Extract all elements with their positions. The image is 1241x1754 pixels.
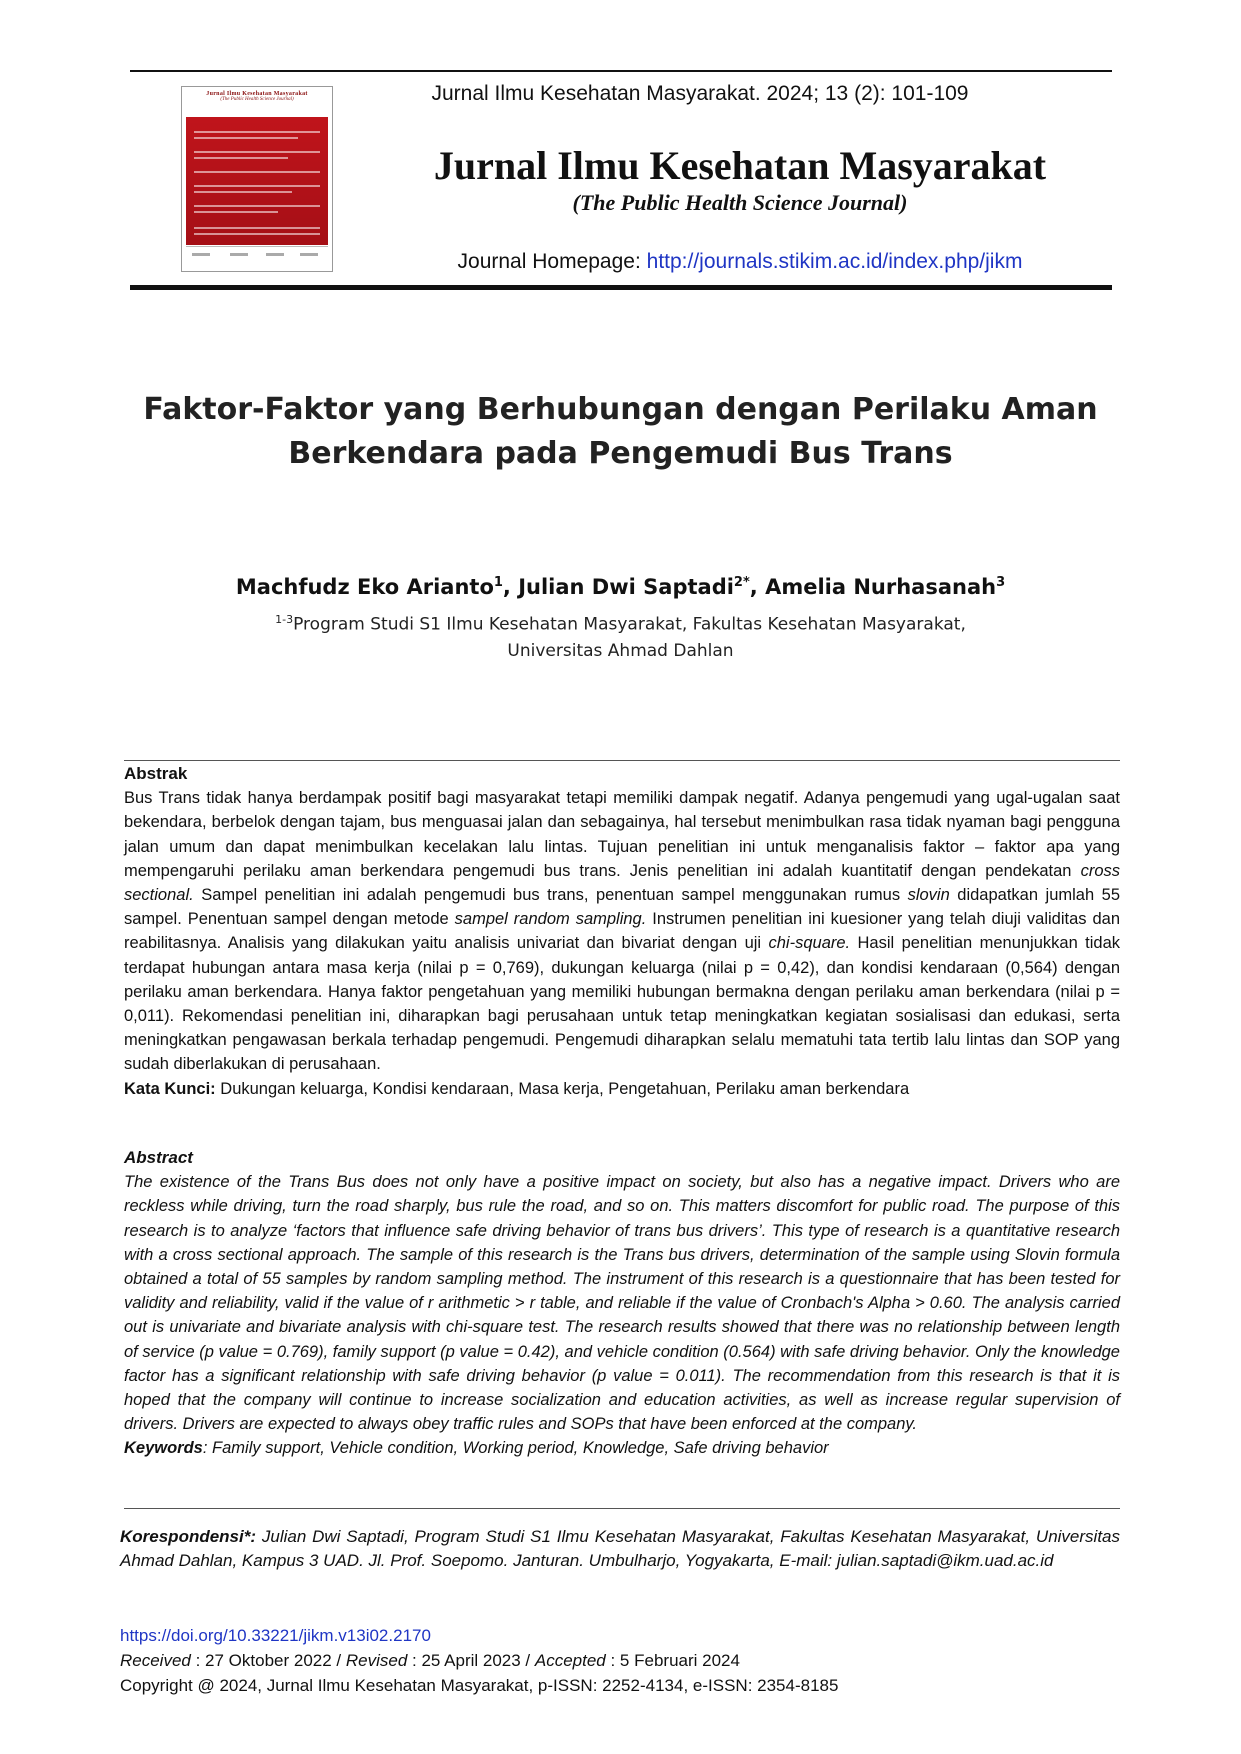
affiliation-sup: 1-3 [275, 613, 294, 626]
journal-title: Jurnal Ilmu Kesehatan Masyarakat [433, 143, 1047, 188]
author-name: Julian Dwi Saptadi [518, 575, 734, 599]
revised-label: Revised [345, 1651, 408, 1670]
cover-text-line [194, 227, 320, 229]
cover-text-line [194, 171, 320, 173]
accepted-label: Accepted [534, 1651, 606, 1670]
homepage-link[interactable]: http://journals.stikim.ac.id/index.php/jikm [646, 250, 1023, 273]
cover-text-line [194, 137, 298, 139]
cover-footer [186, 246, 328, 267]
abstrak-text: Bus Trans tidak hanya berdampak positif bagi masyarakat tetapi memiliki dampak negatif. Adanya pengemudi yang ugal-ugalan saat bekendara, berbelok dengan tajam, bus menguasai jalan dan sebagainya, hal tersebut menimbulkan rasa tidak nyaman bagi pengguna jalan umum dan dapat menimbulkan kecelakan lalu lintas. Tujuan penelitian ini untuk menganalisis faktor – faktor apa yang mempengaruhi perilaku aman berkendara pengemudi bus trans. Jenis penelitian ini adalah kuantitatif dengan pendekatan [124, 789, 1120, 880]
header-bottom-rule [130, 285, 1112, 290]
abstrak-text: Instrumen penelitian ini kuesioner yang telah diuji validitas dan reabilitasnya. Analisis yang dilakukan yaitu analisis univariat dan bivariat dengan uji [124, 910, 1121, 953]
doi-link[interactable]: https://doi.org/10.33221/jikm.v13i02.2170 [120, 1626, 431, 1645]
abstrak-text: Hasil penelitian menunjukkan tidak terdapat hubungan antara masa kerja (nilai p = 0,769), dukungan keluarga (nilai p = 0,42), dan kondisi kendaraan (0,564) dengan perilaku aman berkendara. Hanya faktor pengetahuan yang memiliki hubungan bermakna dengan perilaku aman berkendara (nilai p = 0,011). Rekomendasi penelitian ini, diharapkan bagi perusahaan untuk tetap meningkatkan kegiatan sosialisasi dan edukasi, serta meningkatkan pengawasan berkala terhadap pengemudi. Pengemudi diharapkan selalu mematuhi tata tertib lalu lintas dan SOP yang sudah diberlakukan di perusahaan. [124, 934, 1121, 1074]
section-rule [124, 1508, 1120, 1509]
affiliation [100, 607, 1141, 664]
keywords-text: : Family support, Vehicle condition, Working period, Knowledge, Safe driving behavior [202, 1439, 829, 1458]
cover-text-line [194, 157, 288, 159]
abstrak-text: didapatkan jumlah 55 sampel. Penentuan sampel dengan metode [124, 886, 1121, 929]
cover-text-line [194, 205, 320, 207]
abstract-body: The existence of the Trans Bus does not only have a positive impact on society, but also has a negative impact. Drivers who are reckless while driving, turn the road sharply, bus rule the road, and so on. This matters discomfort for public road. The purpose of this research is to analyze ‘factors that influence safe driving behavior of trans bus drivers’. This type of research is a quantitative research with a cross sectional approach. The sample of this research is the Trans bus drivers, determination of the sample using Slovin formula obtained a total of 55 samples by random sampling method. The instrument of this research is a questionnaire that has been tested for validity and reliability, valid if the value of r arithmetic > r table, and reliable if the value of Cronbach's Alpha > 0.60. The analysis carried out is univariate and bivariate analysis with chi-square test. The research results showed that there was no relationship between length of service (p value = 0.769), family support (p value = 0.42), and vehicle condition (0.564) with safe driving behavior. Only the knowledge factor has a significant relationship with safe driving behavior (p value = 0.011). The recommendation from this research is that it is hoped that the company will continue to increase socialization and education activities, as well as increase regular supervision of drivers. Drivers are expected to always obey traffic rules and SOPs that have been enforced at the company. [124, 1173, 1120, 1434]
article-title-line: Berkendara pada Pengemudi Bus Trans [288, 436, 953, 471]
abstrak-text: Sampel penelitian ini adalah pengemudi bus trans, penentuan sampel menggunakan rumus [193, 886, 908, 905]
accepted-date: : 5 Februari 2024 [605, 1651, 740, 1670]
cover-text-line [194, 131, 320, 133]
abstract-section [124, 1146, 1120, 1461]
author-name: Amelia Nurhasanah [765, 575, 997, 599]
cover-text-line [194, 191, 292, 193]
keywords-text: Dukungan keluarga, Kondisi kendaraan, Masa kerja, Pengetahuan, Perilaku aman berkendara [215, 1079, 910, 1098]
correspondence-text: Julian Dwi Saptadi, Program Studi S1 Ilmu Kesehatan Masyarakat, Fakultas Kesehatan Masyarakat, Universitas Ahmad Dahlan, Kampus 3 UAD. Jl. Prof. Soepomo. Janturan. Umbulharjo, Yogyakarta, E-mail: julian.saptadi@ikm.uad.ac.id [120, 1527, 1120, 1570]
cover-text-line [194, 211, 278, 213]
author-sup: 3 [996, 575, 1006, 590]
journal-cover-thumbnail [181, 86, 333, 272]
abstrak-term: sampel random sampling. [454, 910, 647, 929]
journal-homepage [350, 250, 1130, 274]
cover-red-panel [186, 117, 328, 245]
journal-subtitle: (The Public Health Science Journal) [572, 190, 908, 215]
keywords-label: Kata Kunci: [124, 1079, 216, 1098]
abstract-keywords [124, 1436, 1120, 1460]
cover-text-line [194, 151, 320, 153]
abstrak-keywords [124, 1077, 1120, 1101]
homepage-label: Journal Homepage: [457, 250, 641, 273]
cover-text-line [194, 185, 320, 187]
cover-footer-mark [300, 253, 318, 256]
received-date: : 27 Oktober 2022 / [190, 1651, 346, 1670]
abstrak-body [124, 786, 1120, 1076]
journal-citation: Jurnal Ilmu Kesehatan Masyarakat. 2024; 13 (2): 101-109 [431, 82, 969, 105]
cover-footer-mark [266, 253, 284, 256]
cover-footer-mark [192, 253, 210, 256]
abstrak-term: chi-square. [768, 934, 851, 953]
received-label: Received [120, 1651, 191, 1670]
author-sup: 1 [493, 575, 503, 590]
keywords-label: Keywords [124, 1439, 203, 1458]
correspondence-label: Korespondensi*: [120, 1527, 257, 1546]
section-rule [124, 760, 1120, 761]
author-name: Machfudz Eko Arianto [235, 575, 494, 599]
affiliation-line: Universitas Ahmad Dahlan [507, 640, 734, 661]
abstract-heading: Abstract [124, 1148, 193, 1167]
header-top-rule [130, 70, 1112, 72]
copyright: Copyright @ 2024, Jurnal Ilmu Kesehatan Masyarakat, p-ISSN: 2252-4134, e-ISSN: 2354-8185 [120, 1676, 839, 1695]
cover-text-line [194, 233, 320, 235]
cover-title: Jurnal Ilmu Kesehatan Masyarakat [206, 91, 308, 97]
abstrak-heading: Abstrak [124, 764, 188, 783]
article-title [100, 388, 1141, 476]
author-list: Machfudz Eko Arianto$^1$, Julian Dwi Saptadi$^{2*}$, Amelia Nurhasanah$^3$ [235, 575, 1006, 599]
article-title-line: Faktor-Faktor yang Berhubungan dengan Perilaku Aman [143, 392, 1098, 427]
abstrak-term: slovin [907, 886, 950, 905]
cover-head [186, 91, 328, 115]
abstrak-section [124, 762, 1120, 1101]
revised-date: : 25 April 2023 / [407, 1651, 535, 1670]
author-sup: 2* [733, 575, 750, 590]
cover-subtitle: (The Public Health Science Journal) [220, 97, 294, 102]
abstrak-term: cross sectional. [124, 861, 1120, 905]
article-dates [120, 1651, 740, 1671]
affiliation-line: Program Studi S1 Ilmu Kesehatan Masyarakat, Fakultas Kesehatan Masyarakat, [293, 614, 966, 635]
cover-footer-mark [230, 253, 248, 256]
correspondence [120, 1525, 1120, 1573]
